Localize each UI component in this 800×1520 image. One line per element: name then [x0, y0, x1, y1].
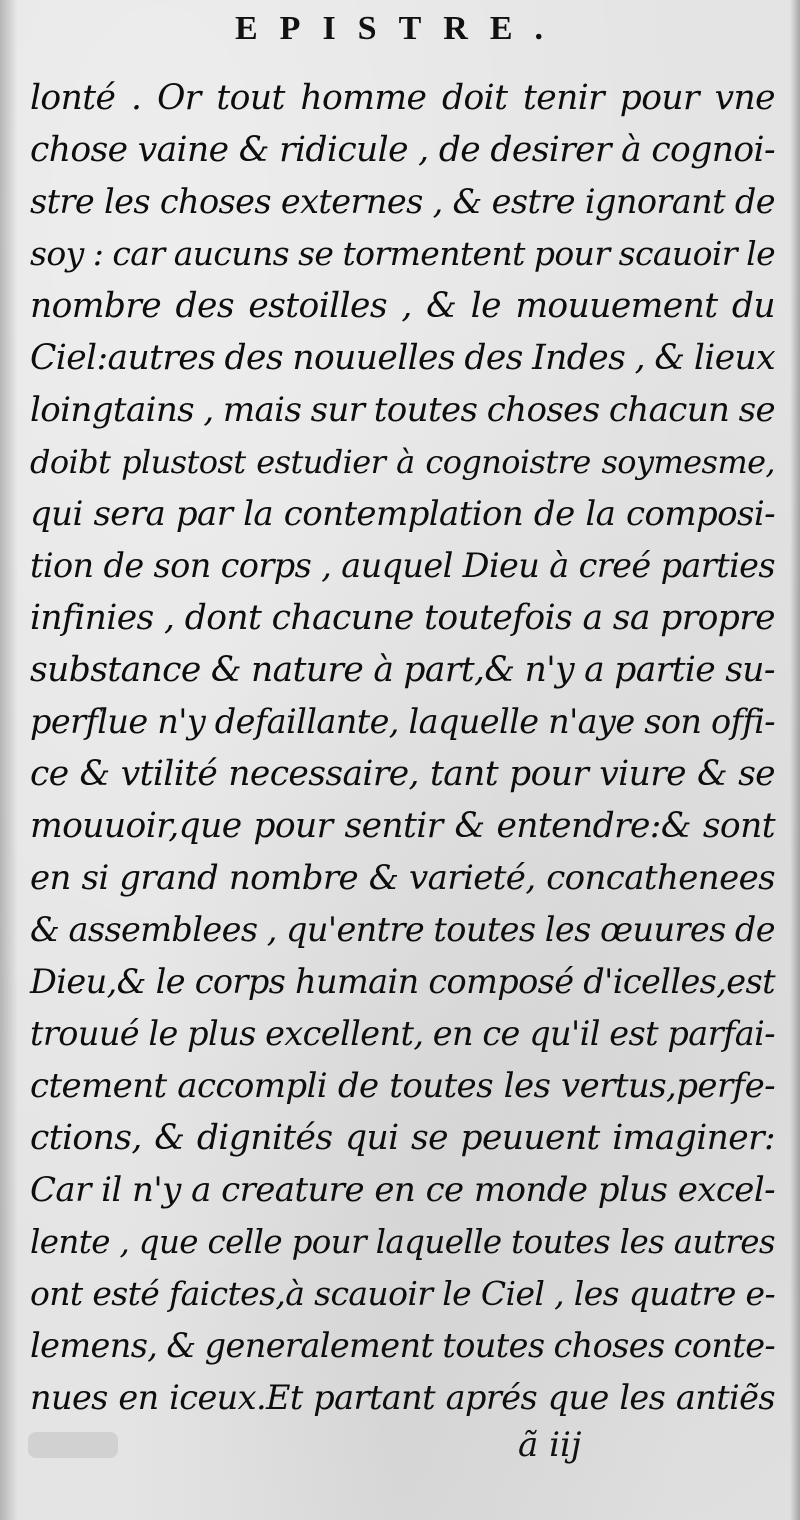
text-line: infinies , dont chacune toutefois a sa propre [30, 598, 775, 638]
text-line: & assemblees , qu'entre toutes les œuures de [30, 910, 775, 949]
ink-smudge [28, 1432, 118, 1458]
text-line: stre les choses externes , & estre ignorant de [30, 182, 775, 221]
text-line: Car il n'y a creature en ce monde plus excel- [30, 1170, 775, 1210]
text-line: mouuoir,que pour sentir & entendre:& sont [30, 806, 775, 846]
text-line: Dieu,& le corps humain composé d'icelles,est [30, 962, 775, 1001]
text-line: en si grand nombre & varieté, concathenees [30, 858, 775, 898]
text-line: chose vaine & ridicule , de desirer à cognoi- [30, 130, 775, 170]
text-line: ce & vtilité necessaire, tant pour viure & se [30, 754, 775, 794]
text-line: lonté . Or tout homme doit tenir pour vne [30, 78, 775, 118]
text-line: substance & nature à part,& n'y a partie su- [30, 650, 775, 690]
text-line: qui sera par la contemplation de la composi- [30, 494, 775, 534]
body-text [30, 72, 775, 1424]
text-line: ont esté faictes,à scauoir le Ciel , les quatre e- [30, 1274, 775, 1313]
text-line: tion de son corps , auquel Dieu à creé parties [30, 546, 775, 585]
text-line: loingtains , mais sur toutes choses chacun se [30, 390, 775, 430]
text-line: lente , que celle pour laquelle toutes les autres [30, 1223, 775, 1261]
text-line: nues en iceux.Et partant aprés que les antiẽs [30, 1378, 775, 1417]
text-line: ctions, & dignités qui se peuuent imaginer: [30, 1118, 775, 1158]
text-line: soy : car aucuns se tormentent pour scauoir le [30, 234, 775, 273]
text-line: nombre des estoilles , & le mouuement du [30, 286, 775, 326]
text-line: Ciel:autres des nouuelles des Indes , & lieux [30, 338, 775, 378]
signature-mark: ã iij [518, 1425, 582, 1465]
text-line: lemens, & generalement toutes choses conte- [30, 1326, 776, 1365]
text-line: ctement accompli de toutes les vertus,perfe- [30, 1066, 775, 1106]
page-right-shadow [790, 0, 800, 1520]
text-line: perflue n'y defaillante, laquelle n'aye son offi- [30, 702, 775, 741]
text-line: trouué le plus excellent, en ce qu'il est parfai- [30, 1014, 775, 1053]
running-head: EPISTRE. [235, 10, 565, 47]
page-left-shadow [0, 0, 18, 1520]
text-line: doibt plustost estudier à cognoistre soymesme, [30, 443, 775, 481]
